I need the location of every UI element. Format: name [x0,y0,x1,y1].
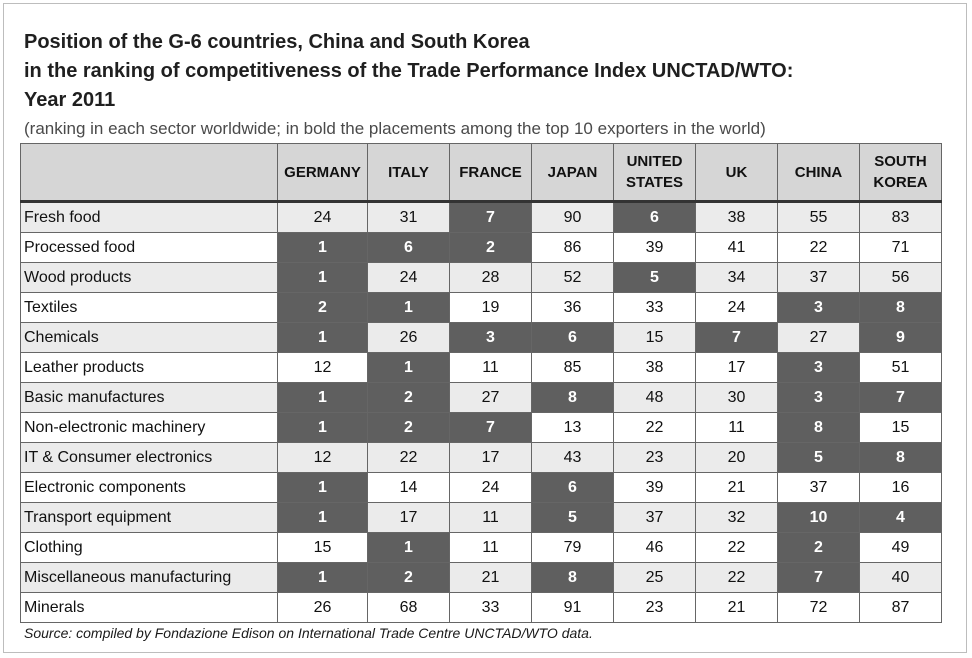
rank-cell: 32 [696,503,778,533]
rank-cell: 22 [614,413,696,443]
rank-cell: 25 [614,563,696,593]
rank-cell: 8 [860,443,942,473]
column-header-line: GERMANY [284,163,361,181]
rank-cell: 19 [450,293,532,323]
rank-cell: 1 [278,323,368,353]
column-header-italy [368,144,450,202]
table-row [21,383,942,413]
rank-cell: 2 [778,533,860,563]
sector-label: IT & Consumer electronics [21,443,278,473]
table-row [21,593,942,623]
rank-cell: 1 [278,503,368,533]
rank-cell: 6 [532,473,614,503]
rank-cell: 79 [532,533,614,563]
rank-cell: 3 [778,293,860,323]
rank-cell: 14 [368,473,450,503]
ranking-table [20,143,942,623]
rank-cell: 2 [450,233,532,263]
rank-cell: 40 [860,563,942,593]
rank-cell: 41 [696,233,778,263]
rank-cell: 6 [368,233,450,263]
rank-cell: 15 [860,413,942,443]
rank-cell: 34 [696,263,778,293]
sector-label: Chemicals [21,323,278,353]
rank-cell: 56 [860,263,942,293]
rank-cell: 22 [368,443,450,473]
sector-label: Transport equipment [21,503,278,533]
table-row [21,202,942,233]
rank-cell: 17 [368,503,450,533]
column-header-united-states [614,144,696,202]
rank-cell: 38 [696,202,778,233]
rank-cell: 7 [696,323,778,353]
title-line-2: in the ranking of competitiveness of the Trade Performance Index UNCTAD/WTO: [24,60,794,82]
rank-cell: 7 [450,413,532,443]
rank-cell: 20 [696,443,778,473]
rank-cell: 10 [778,503,860,533]
rank-cell: 46 [614,533,696,563]
rank-cell: 15 [278,533,368,563]
rank-cell: 21 [450,563,532,593]
title-line-1: Position of the G-6 countries, China and South Korea [24,31,530,53]
table-row [21,563,942,593]
column-header-line: KOREA [873,174,928,191]
column-header-uk [696,144,778,202]
column-header-china [778,144,860,202]
rank-cell: 1 [278,473,368,503]
rank-cell: 24 [368,263,450,293]
rank-cell: 17 [450,443,532,473]
rank-cell: 1 [368,533,450,563]
rank-cell: 11 [450,503,532,533]
table-body [21,202,942,623]
rank-cell: 83 [860,202,942,233]
rank-cell: 13 [532,413,614,443]
rank-cell: 91 [532,593,614,623]
rank-cell: 85 [532,353,614,383]
sector-label: Basic manufactures [21,383,278,413]
table-row [21,473,942,503]
rank-cell: 12 [278,443,368,473]
sector-label: Wood products [21,263,278,293]
table-row [21,293,942,323]
table-row [21,263,942,293]
rank-cell: 52 [532,263,614,293]
rank-cell: 3 [450,323,532,353]
sector-label: Minerals [21,593,278,623]
rank-cell: 22 [696,563,778,593]
rank-cell: 26 [368,323,450,353]
rank-cell: 37 [778,473,860,503]
rank-cell: 16 [860,473,942,503]
rank-cell: 11 [696,413,778,443]
title-line-3: Year 2011 [24,89,116,111]
column-header-line: ITALY [388,163,429,181]
table-row [21,443,942,473]
rank-cell: 2 [368,413,450,443]
rank-cell: 39 [614,233,696,263]
rank-cell: 24 [450,473,532,503]
rank-cell: 8 [778,413,860,443]
source-note: Source: compiled by Fondazione Edison on International Trade Centre UNCTAD/WTO data. [24,625,593,641]
column-header-line: UK [725,163,748,181]
sector-label: Textiles [21,293,278,323]
chart-subtitle: (ranking in each sector worldwide; in bold the placements among the top 10 exporters in the world) [24,119,766,138]
rank-cell: 68 [368,593,450,623]
table-row [21,533,942,563]
rank-cell: 37 [778,263,860,293]
rank-cell: 48 [614,383,696,413]
rank-cell: 24 [696,293,778,323]
table-row [21,353,942,383]
table-row [21,323,942,353]
rank-cell: 21 [696,473,778,503]
rank-cell: 11 [450,353,532,383]
rank-cell: 71 [860,233,942,263]
rank-cell: 30 [696,383,778,413]
rank-cell: 36 [532,293,614,323]
rank-cell: 12 [278,353,368,383]
rank-cell: 51 [860,353,942,383]
column-header-line: FRANCE [459,163,522,181]
table-row [21,233,942,263]
sector-label: Miscellaneous manufacturing [21,563,278,593]
rank-cell: 49 [860,533,942,563]
chart-title [24,28,793,115]
rank-cell: 6 [614,202,696,233]
sector-label: Electronic components [21,473,278,503]
rank-cell: 15 [614,323,696,353]
rank-cell: 5 [614,263,696,293]
rank-cell: 43 [532,443,614,473]
rank-cell: 24 [278,202,368,233]
rank-cell: 21 [696,593,778,623]
column-header-line: CHINA [794,163,843,181]
rank-cell: 1 [368,293,450,323]
column-header-france [450,144,532,202]
rank-cell: 1 [278,563,368,593]
table-row [21,503,942,533]
rank-cell: 2 [368,563,450,593]
rank-cell: 26 [278,593,368,623]
rank-cell: 2 [368,383,450,413]
rank-cell: 8 [860,293,942,323]
rank-cell: 37 [614,503,696,533]
rank-cell: 3 [778,383,860,413]
rank-cell: 11 [450,533,532,563]
rank-cell: 5 [532,503,614,533]
rank-cell: 7 [450,202,532,233]
table-header-row [21,144,942,202]
column-header-south-korea [860,144,942,202]
rank-cell: 23 [614,443,696,473]
rank-cell: 72 [778,593,860,623]
rank-cell: 7 [778,563,860,593]
header-corner-cell [21,144,278,202]
rank-cell: 55 [778,202,860,233]
rank-cell: 1 [278,383,368,413]
column-header-line: JAPAN [547,163,598,181]
rank-cell: 2 [278,293,368,323]
rank-cell: 1 [368,353,450,383]
rank-cell: 6 [532,323,614,353]
rank-cell: 1 [278,233,368,263]
rank-cell: 5 [778,443,860,473]
column-header-germany [278,144,368,202]
rank-cell: 23 [614,593,696,623]
rank-cell: 90 [532,202,614,233]
rank-cell: 38 [614,353,696,383]
sector-label: Fresh food [21,202,278,233]
column-header-line: UNITED [626,153,683,170]
column-header-japan [532,144,614,202]
sector-label: Clothing [21,533,278,563]
table-row [21,413,942,443]
rank-cell: 28 [450,263,532,293]
rank-cell: 27 [778,323,860,353]
column-header-line: SOUTH [874,153,927,170]
rank-cell: 17 [696,353,778,383]
column-header-line: STATES [626,174,683,191]
rank-cell: 4 [860,503,942,533]
rank-cell: 27 [450,383,532,413]
rank-cell: 3 [778,353,860,383]
rank-cell: 22 [696,533,778,563]
rank-cell: 33 [614,293,696,323]
rank-cell: 1 [278,413,368,443]
rank-cell: 31 [368,202,450,233]
rank-cell: 33 [450,593,532,623]
rank-cell: 87 [860,593,942,623]
rank-cell: 8 [532,383,614,413]
rank-cell: 22 [778,233,860,263]
rank-cell: 8 [532,563,614,593]
rank-cell: 9 [860,323,942,353]
rank-cell: 86 [532,233,614,263]
rank-cell: 39 [614,473,696,503]
sector-label: Leather products [21,353,278,383]
sector-label: Non-electronic machinery [21,413,278,443]
sector-label: Processed food [21,233,278,263]
rank-cell: 7 [860,383,942,413]
rank-cell: 1 [278,263,368,293]
